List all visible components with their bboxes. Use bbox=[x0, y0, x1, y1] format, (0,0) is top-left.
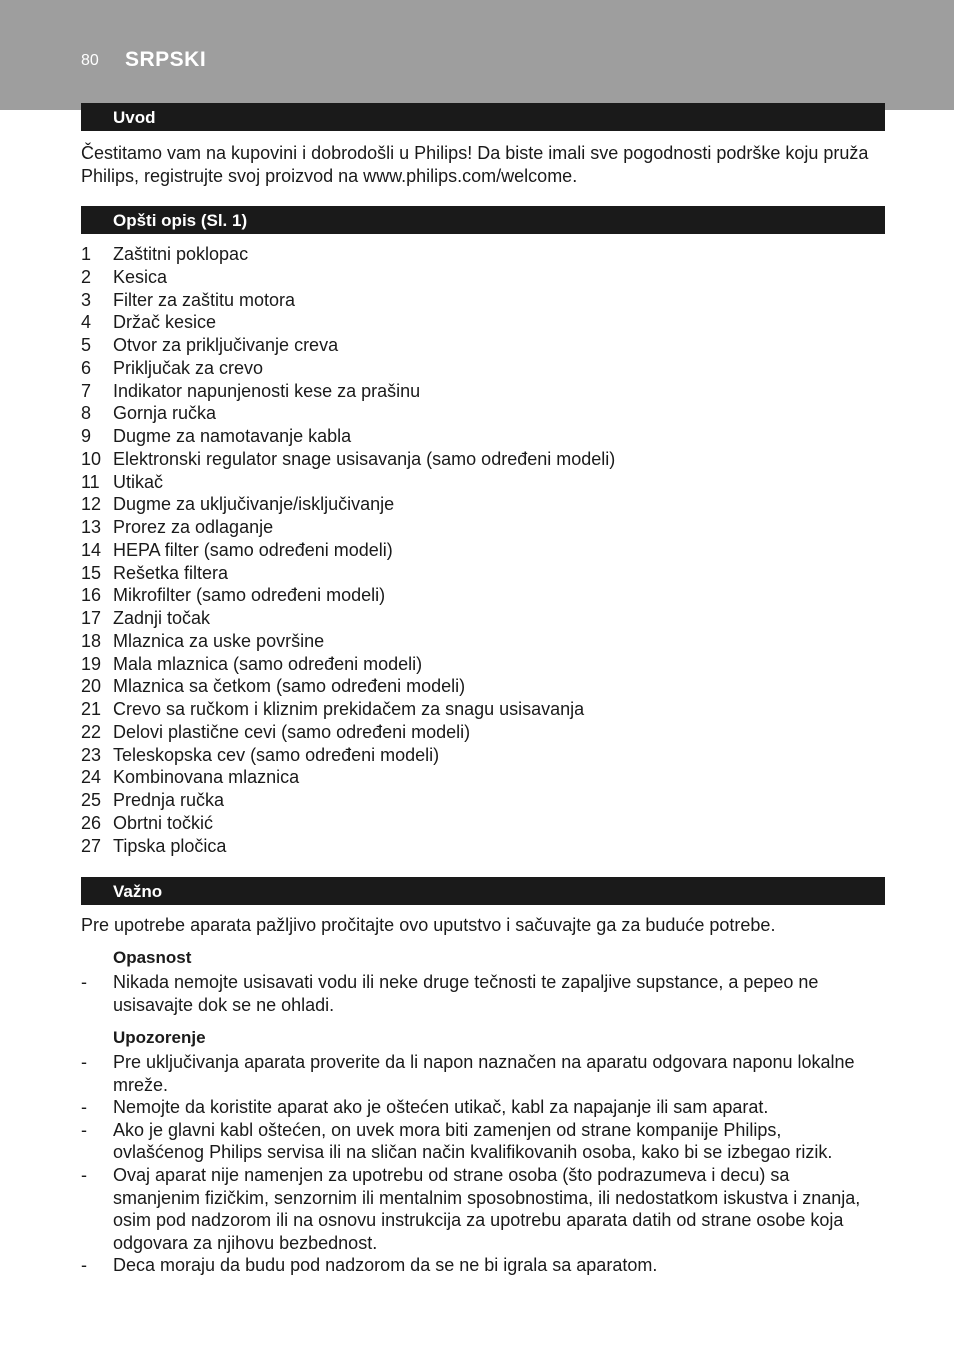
list-item-number: 7 bbox=[81, 380, 92, 401]
dash-marker: - bbox=[81, 1119, 87, 1140]
page-number: 80 bbox=[81, 52, 99, 69]
list-item-number: 11 bbox=[81, 471, 100, 492]
list-item-number: 8 bbox=[81, 403, 92, 424]
list-item-number: 15 bbox=[81, 562, 102, 583]
list-item-number: 13 bbox=[81, 517, 102, 537]
list-item-label: Filter za zaštitu motora bbox=[113, 289, 296, 310]
list-item-number: 4 bbox=[81, 312, 92, 333]
list-item bbox=[81, 675, 881, 698]
list-item bbox=[81, 653, 881, 676]
list-item-number: 9 bbox=[81, 426, 92, 446]
list-item-number: 1 bbox=[81, 244, 92, 264]
bullet-text: Deca moraju da budu pod nadzorom da se ne bi igrala sa aparatom. bbox=[113, 1255, 658, 1276]
list-item bbox=[81, 516, 881, 539]
list-item-label: Rešetka filtera bbox=[113, 562, 229, 583]
section-header-overview: Opšti opis (Sl. 1) bbox=[81, 206, 885, 234]
list-item-label: Obrtni točkić bbox=[113, 812, 214, 833]
list-item-number: 26 bbox=[81, 812, 102, 833]
list-item bbox=[81, 539, 881, 562]
list-item-label: Kesica bbox=[113, 266, 168, 287]
list-item-label: Mlaznica sa četkom (samo određeni modeli) bbox=[113, 676, 466, 697]
intro-paragraph: Čestitamo vam na kupovini i dobrodošli u Philips! Da biste imali sve pogodnosti podrške koju pruža Philips, registrujte svoj proizvod na www.philips.com/welcome. bbox=[81, 143, 869, 186]
list-item-number: 25 bbox=[81, 790, 102, 810]
list-item bbox=[81, 266, 881, 289]
dash-marker: - bbox=[81, 972, 87, 992]
bullet-text: Pre uključivanja aparata proverite da li napon naznačen na aparatu odgovara naponu lokalne mreže. bbox=[113, 1052, 855, 1095]
list-item-label: Kombinovana mlaznica bbox=[113, 767, 300, 788]
list-item bbox=[81, 425, 881, 448]
list-item-label: Mala mlaznica (samo određeni modeli) bbox=[113, 653, 423, 674]
list-item-number: 19 bbox=[81, 653, 102, 674]
bullet-text: Ovaj aparat nije namenjen za upotrebu od strane osoba (što podrazumeva i decu) sa smanjenim fizičkim, senzornim ili mentalnim sposobnostima, ili nedostatkom iskustva i znanja, osim pod nadzorom ili na osnovu instrukcija za upotrebu aparata datih od strane osobe koja odgovara za njihovu bezbednost. bbox=[113, 1164, 861, 1253]
list-item bbox=[81, 607, 881, 630]
important-paragraph: Pre upotrebe aparata pažljivo pročitajte ovo uputstvo i sačuvajte ga za buduće potrebe. bbox=[81, 915, 776, 935]
list-item-label: Teleskopska cev (samo određeni modeli) bbox=[113, 744, 440, 765]
warning-heading: Upozorenje bbox=[113, 1028, 206, 1047]
list-item bbox=[81, 289, 881, 312]
list-item-label: Utikač bbox=[113, 471, 164, 492]
list-item bbox=[81, 448, 881, 471]
list-item-number: 10 bbox=[81, 448, 102, 469]
list-item bbox=[81, 380, 881, 403]
list-item-label: Crevo sa ručkom i kliznim prekidačem za snagu usisavanja bbox=[113, 699, 585, 719]
list-item bbox=[81, 311, 881, 334]
list-item-number: 3 bbox=[81, 289, 92, 310]
dash-marker: - bbox=[81, 1097, 87, 1118]
warning-list bbox=[81, 1051, 871, 1277]
list-item bbox=[81, 698, 881, 721]
dash-marker: - bbox=[81, 1052, 87, 1072]
list-item-label: Zadnji točak bbox=[113, 608, 211, 628]
list-item bbox=[81, 243, 881, 266]
dash-marker: - bbox=[81, 1164, 87, 1185]
list-item-number: 22 bbox=[81, 721, 102, 742]
list-item-label: Priključak za crevo bbox=[113, 357, 264, 378]
list-item bbox=[81, 402, 881, 425]
list-item-number: 5 bbox=[81, 335, 92, 355]
parts-list bbox=[81, 243, 881, 857]
list-item-label: HEPA filter (samo određeni modeli) bbox=[113, 539, 393, 560]
danger-heading: Opasnost bbox=[113, 948, 192, 967]
list-item-number: 27 bbox=[81, 835, 102, 856]
list-item-number: 21 bbox=[81, 699, 102, 719]
list-item-number: 12 bbox=[81, 494, 102, 515]
bullet-text: Ako je glavni kabl oštećen, on uvek mora biti zamenjen od strane kompanije Philips, ovlašćenog Philips servisa ili na sličan način kvalifikovanih osoba, kako bi se izbegao rizik. bbox=[113, 1119, 833, 1163]
bullet-item bbox=[81, 1164, 871, 1254]
list-item-label: Držač kesice bbox=[113, 312, 217, 333]
list-item-label: Tipska pločica bbox=[113, 835, 227, 856]
list-item-label: Mlaznica za uske površine bbox=[113, 630, 325, 651]
list-item bbox=[81, 493, 881, 516]
list-item-label: Zaštitni poklopac bbox=[113, 244, 249, 264]
list-item bbox=[81, 584, 881, 607]
dash-marker: - bbox=[81, 1255, 87, 1276]
list-item-label: Elektronski regulator snage usisavanja (samo određeni modeli) bbox=[113, 448, 616, 469]
list-item-label: Indikator napunjenosti kese za prašinu bbox=[113, 380, 421, 401]
list-item-label: Dugme za namotavanje kabla bbox=[113, 426, 352, 446]
bullet-item bbox=[81, 1096, 871, 1119]
bullet-item bbox=[81, 1051, 871, 1096]
list-item bbox=[81, 471, 881, 494]
danger-list bbox=[81, 971, 871, 1016]
list-item-number: 14 bbox=[81, 539, 102, 560]
list-item bbox=[81, 744, 881, 767]
language-title: SRPSKI bbox=[125, 48, 207, 71]
bullet-text: Nikada nemojte usisavati vodu ili neke druge tečnosti te zapaljive supstance, a pepeo ne usisavajte dok se ne ohladi. bbox=[113, 972, 819, 1015]
section-header-intro: Uvod bbox=[81, 103, 885, 131]
list-item-number: 2 bbox=[81, 266, 92, 287]
list-item bbox=[81, 766, 881, 789]
list-item bbox=[81, 334, 881, 357]
list-item-label: Dugme za uključivanje/isključivanje bbox=[113, 494, 395, 515]
list-item bbox=[81, 789, 881, 812]
bullet-item bbox=[81, 1254, 871, 1277]
bullet-item bbox=[81, 1119, 871, 1164]
list-item bbox=[81, 357, 881, 380]
list-item-label: Otvor za priključivanje creva bbox=[113, 335, 339, 355]
section-header-important: Važno bbox=[81, 877, 885, 905]
list-item bbox=[81, 630, 881, 653]
list-item-number: 23 bbox=[81, 744, 102, 765]
list-item-number: 18 bbox=[81, 630, 102, 651]
list-item bbox=[81, 721, 881, 744]
list-item-number: 16 bbox=[81, 585, 102, 606]
bullet-item bbox=[81, 971, 871, 1016]
list-item-label: Delovi plastične cevi (samo određeni modeli) bbox=[113, 721, 471, 742]
list-item-label: Mikrofilter (samo određeni modeli) bbox=[113, 585, 386, 606]
list-item-number: 17 bbox=[81, 608, 102, 628]
list-item-label: Prorez za odlaganje bbox=[113, 517, 274, 537]
list-item bbox=[81, 835, 881, 858]
list-item-label: Gornja ručka bbox=[113, 403, 217, 424]
list-item-number: 20 bbox=[81, 676, 102, 697]
list-item-label: Prednja ručka bbox=[113, 790, 225, 810]
bullet-text: Nemojte da koristite aparat ako je oštećen utikač, kabl za napajanje ili sam aparat. bbox=[113, 1097, 769, 1118]
header-band bbox=[0, 0, 954, 110]
list-item bbox=[81, 812, 881, 835]
list-item-number: 24 bbox=[81, 767, 102, 788]
list-item bbox=[81, 562, 881, 585]
list-item-number: 6 bbox=[81, 357, 92, 378]
